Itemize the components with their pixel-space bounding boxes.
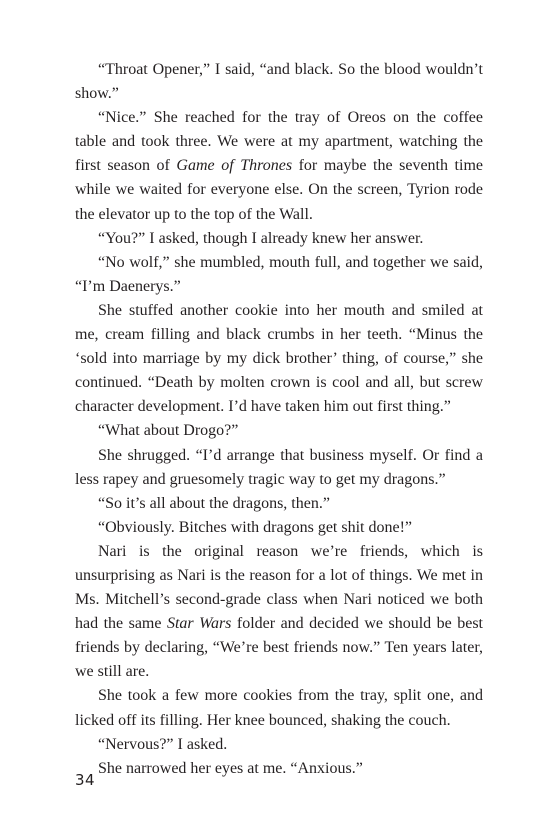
paragraph <box>75 419 483 443</box>
text-run: She took a few more cookies from the tray, split one, and licked off its filling. Her knee bounced, shaking the couch. <box>75 687 483 729</box>
paragraph <box>75 733 483 757</box>
italic-title: Star Wars <box>166 615 232 633</box>
text-run: “Nice.” She reached for the tray of Oreos on the coffee table and took three. We were at my apartment, watching the first season of <box>75 109 483 175</box>
italic-title: Game of Thrones <box>176 157 293 175</box>
text-run: “Nervous?” I asked. <box>98 735 228 753</box>
text-run: for maybe the seventh time while we waited for everyone else. On the screen, Tyrion rode the elevator up to the top of the Wall. <box>75 157 483 223</box>
text-run: She narrowed her eyes at me. “Anxious.” <box>98 759 363 777</box>
paragraph <box>75 299 483 419</box>
paragraph <box>75 540 483 685</box>
text-run: She shrugged. “I’d arrange that business myself. Or find a less rapey and gruesomely tragic way to get my dragons.” <box>75 446 483 488</box>
paragraph <box>75 444 483 492</box>
page-number: 34 <box>75 771 96 789</box>
text-run: folder and decided we should be best friends by declaring, “We’re best friends now.” Ten years later, we still are. <box>75 615 484 681</box>
body-text <box>75 58 483 781</box>
paragraph <box>75 106 483 226</box>
paragraph <box>75 516 483 540</box>
text-run: “Obviously. Bitches with dragons get shit done!” <box>98 518 413 536</box>
paragraph <box>75 492 483 516</box>
text-run: Nari is the original reason we’re friends, which is unsurprising as Nari is the reason for a lot of things. We met in Ms. Mitchell’s second-grade class when Nari noticed we both had the same <box>75 542 483 633</box>
text-run: She stuffed another cookie into her mouth and smiled at me, cream filling and black crumbs in her teeth. “Minus the ‘sold into marriage by my dick brother’ thing, of course,” she continued. “Death by molten crown is cool and all, but screw character development. I’d have taken him out first thing.” <box>75 301 483 416</box>
text-run: “No wolf,” she mumbled, mouth full, and together we said, “I’m Daenerys.” <box>75 253 483 295</box>
text-run: “Throat Opener,” I said, “and black. So the blood wouldn’t show.” <box>75 61 483 103</box>
paragraph <box>75 58 483 106</box>
paragraph <box>75 251 483 299</box>
text-run: “What about Drogo?” <box>98 422 239 440</box>
paragraph <box>75 757 483 781</box>
text-run: “You?” I asked, though I already knew her answer. <box>98 229 424 247</box>
paragraph <box>75 227 483 251</box>
text-run: “So it’s all about the dragons, then.” <box>98 494 330 512</box>
paragraph <box>75 684 483 732</box>
